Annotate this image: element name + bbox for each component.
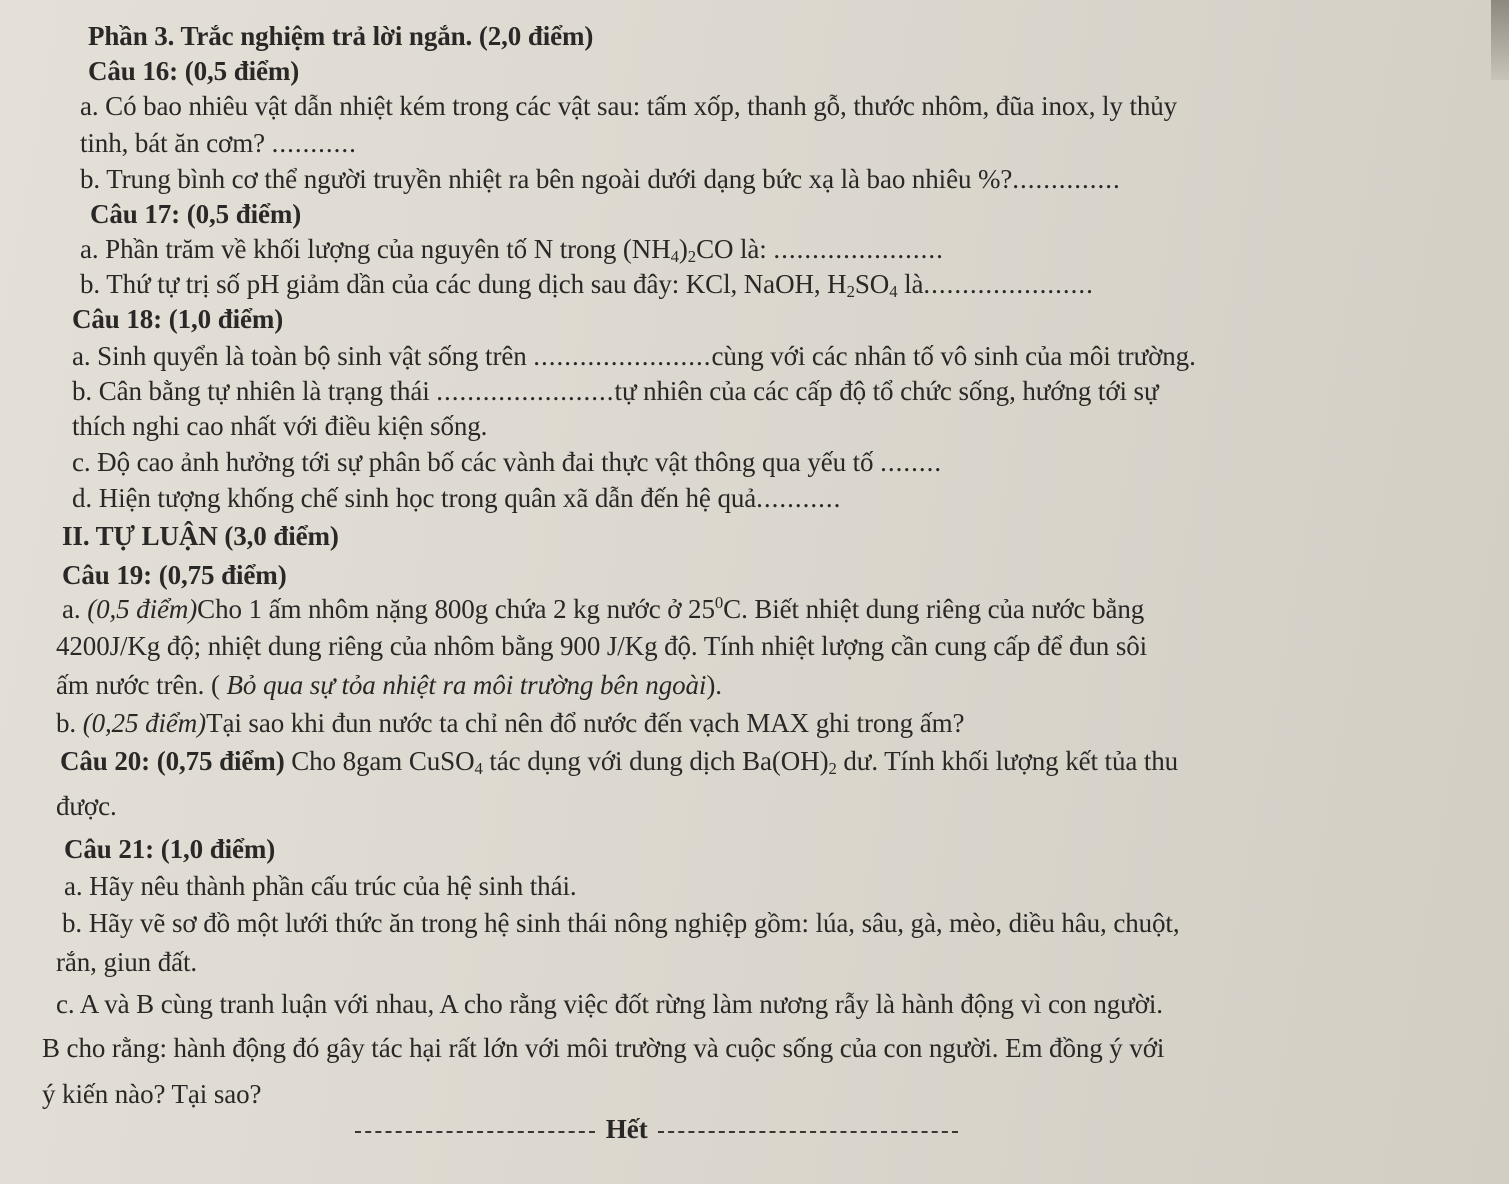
q18-b: b. Cân bằng tự nhiên là trạng thái .......................tự nhiên của các cấp độ tổ chức sống, hướng tới sự: [72, 376, 1159, 406]
q18-heading: Câu 18: (1,0 điểm): [72, 304, 284, 334]
q21-c-line2: B cho rằng: hành động đó gây tác hại rất lớn với môi trường và cuộc sống của con người. Em đồng ý với: [42, 1033, 1165, 1063]
q19-heading: Câu 19: (0,75 điểm): [62, 560, 287, 590]
q16-b: b. Trung bình cơ thể người truyền nhiệt ra bên ngoài dưới dạng bức xạ là bao nhiêu %?..............: [80, 164, 1121, 194]
q16-heading: Câu 16: (0,5 điểm): [88, 56, 300, 86]
q17-heading: Câu 17: (0,5 điểm): [90, 199, 302, 229]
q17-b: b. Thứ tự trị số pH giảm dần của các dung dịch sau đây: KCl, NaOH, $H_2SO_4$ là......................: [80, 269, 1094, 301]
q20: Câu 20: (0,75 điểm) Cho 8gam CuSO$_4$ tác dụng với dung dịch $Ba(OH)_2$ dư. Tính khối lượng kết tủa thu: [60, 746, 1179, 778]
q19-a-line3: ấm nước trên. ( Bỏ qua sự tỏa nhiệt ra môi trường bên ngoài).: [56, 670, 722, 700]
q21-a: a. Hãy nêu thành phần cấu trúc của hệ sinh thái.: [64, 871, 577, 901]
end-label: Hết: [605, 1114, 648, 1144]
q20-line2: được.: [56, 791, 117, 821]
q21-b-line1: b. Hãy vẽ sơ đồ một lưới thức ăn trong hệ sinh thái nông nghiệp gồm: lúa, sâu, gà, mèo, diều hâu, chuột,: [62, 908, 1180, 938]
q19-a-line2: 4200J/Kg độ; nhiệt dung riêng của nhôm bằng 900 J/Kg độ. Tính nhiệt lượng cần cung cấp để đun sôi: [56, 631, 1148, 661]
section3-title: Phần 3. Trắc nghiệm trả lời ngắn. (2,0 điểm): [88, 21, 594, 51]
q18-d: d. Hiện tượng khống chế sinh học trong quân xã dẫn đến hệ quả...........: [72, 483, 842, 513]
q16-a-line2: tinh, bát ăn cơm? ...........: [80, 128, 357, 158]
q18-a: a. Sinh quyển là toàn bộ sinh vật sống trên .......................cùng với các nhân tố vô sinh của môi trường.: [72, 341, 1196, 371]
q21-b-line2: rắn, giun đất.: [56, 947, 198, 977]
q16-a-line1: a. Có bao nhiêu vật dẫn nhiệt kém trong các vật sau: tấm xốp, thanh gỗ, thước nhôm, đũa inox, ly thủy: [80, 91, 1178, 121]
q21-c-line3: ý kiến nào? Tại sao?: [42, 1079, 262, 1109]
section2-title: II. TỰ LUẬN (3,0 điểm): [62, 521, 339, 551]
end-marker: [355, 1114, 958, 1144]
q18-b-line2: thích nghi cao nhất với điều kiện sống.: [72, 411, 488, 441]
end-dash-left: [355, 1131, 595, 1133]
q21-c-line1: c. A và B cùng tranh luận với nhau, A cho rằng việc đốt rừng làm nương rẫy là hành động vì con người.: [56, 989, 1163, 1019]
q19-a-line1: a. (0,5 điểm)Cho 1 ấm nhôm nặng 800g chứa 2 kg nước ở $25^0C$. Biết nhiệt dung riêng của nước bằng: [62, 593, 1145, 624]
q18-c: c. Độ cao ảnh hưởng tới sự phân bố các vành đai thực vật thông qua yếu tố ........: [72, 447, 943, 477]
q19-b: b. (0,25 điểm)Tại sao khi đun nước ta chỉ nên đổ nước đến vạch MAX ghi trong ấm?: [56, 708, 965, 738]
end-dash-right: [658, 1131, 958, 1133]
q21-heading: Câu 21: (1,0 điểm): [64, 834, 276, 864]
page-edge-shadow: [1491, 0, 1509, 80]
q17-a: a. Phần trăm về khối lượng của nguyên tố N trong $(NH_4)_2CO$ là: ......................: [80, 234, 944, 266]
